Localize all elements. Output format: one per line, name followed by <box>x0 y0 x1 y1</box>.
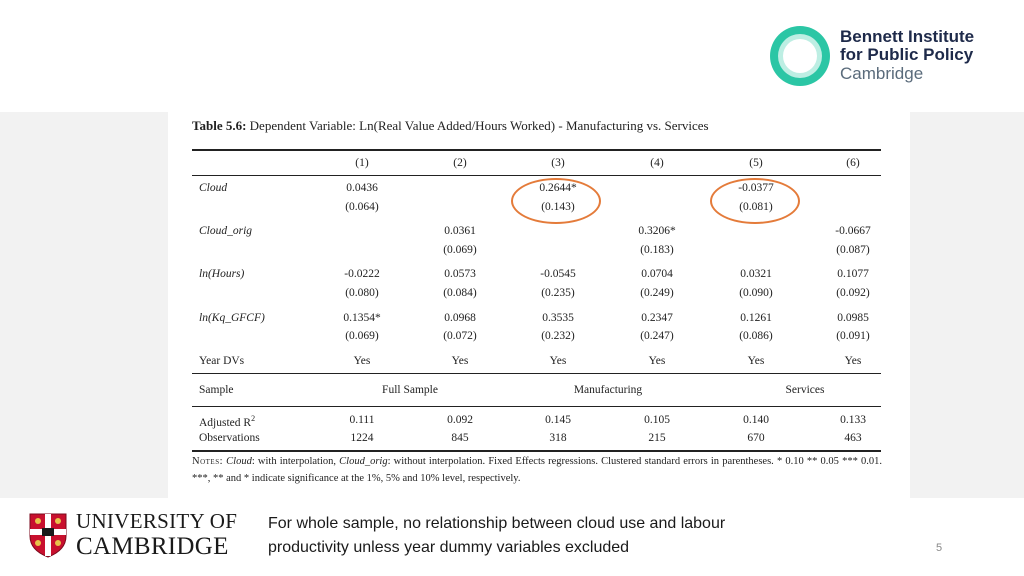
table-cell: (0.072) <box>443 330 477 342</box>
table-cell: -0.0545 <box>540 268 576 280</box>
page-number: 5 <box>936 542 943 554</box>
table-cell: 0.0704 <box>641 268 673 280</box>
bennett-institute-logo <box>768 24 998 90</box>
top-rule <box>192 149 881 151</box>
column-header: (3) <box>551 157 565 169</box>
notes-cloud-orig-term: Cloud_orig <box>339 456 388 467</box>
table-notes <box>192 453 882 487</box>
table-cell: (0.183) <box>640 244 674 256</box>
row-label-adj-r2 <box>199 414 255 429</box>
adj-r2-text: Adjusted R <box>199 416 252 429</box>
table-cell: 0.111 <box>349 414 375 426</box>
university-of-cambridge-logo <box>28 510 244 560</box>
table-cell: 0.2644* <box>539 182 577 194</box>
bennett-name-line2: for Public Policy <box>840 45 974 64</box>
table-cell: 0.140 <box>743 414 769 426</box>
column-header: (1) <box>355 157 369 169</box>
table-cell: (0.069) <box>443 244 477 256</box>
table-cell: (0.090) <box>739 287 773 299</box>
table-cell: 0.0985 <box>837 312 869 324</box>
table-cell: -0.0222 <box>344 268 380 280</box>
table-cell: (0.084) <box>443 287 477 299</box>
yeardv-rule <box>192 373 881 374</box>
table-cell: -0.0377 <box>738 182 774 194</box>
column-header: (6) <box>846 157 860 169</box>
highlight-oval-col3 <box>511 178 601 224</box>
table-cell: (0.249) <box>640 287 674 299</box>
caption-text: Dependent Variable: Ln(Real Value Added/Hours Worked) - Manufacturing vs. Services <box>249 118 709 133</box>
bennett-name-line3: Cambridge <box>840 64 924 83</box>
table-cell: 0.0436 <box>346 182 378 194</box>
row-label-cloud: Cloud <box>199 182 228 194</box>
cambridge-line2: CAMBRIDGE <box>76 533 229 560</box>
notes-cloud-desc: : with interpolation, <box>251 456 336 467</box>
table-cell: 1224 <box>350 432 374 444</box>
cambridge-line1: UNIVERSITY OF <box>76 509 238 533</box>
sample-rule <box>192 406 881 407</box>
notes-cloud-orig-desc: : without interpolation. Fixed Effects regressions. Clustered standard errors in parentheses. * 0.10 ** 0.05 *** 0.01. ***, ** and * indicate significance at the 1%, 5% and 10% level, respectively. <box>192 456 882 484</box>
sample-group: Full Sample <box>382 384 438 396</box>
adj-r2-sup: 2 <box>251 414 256 423</box>
table-cell: 845 <box>451 432 469 444</box>
row-label-ln-hours: ln(Hours) <box>199 268 245 280</box>
table-cell: 0.133 <box>840 414 866 426</box>
table-cell: 0.0361 <box>444 225 476 237</box>
table-cell: 0.145 <box>545 414 571 426</box>
row-label-sample: Sample <box>199 384 234 396</box>
caption-label: Table 5.6: <box>192 118 247 133</box>
sample-group: Services <box>785 384 825 396</box>
bennett-name-line1: Bennett Institute <box>840 27 975 46</box>
table-cell: Yes <box>353 355 371 367</box>
table-cell: (0.143) <box>541 201 575 213</box>
table-cell: 0.0321 <box>740 268 772 280</box>
table-cell: Yes <box>844 355 862 367</box>
row-label-observations: Observations <box>199 432 260 444</box>
table-cell: (0.080) <box>345 287 379 299</box>
row-label-cloud-orig: Cloud_orig <box>199 225 253 237</box>
table-cell: 0.105 <box>644 414 670 426</box>
slide-summary-text <box>268 512 725 560</box>
summary-line2: productivity unless year dummy variables excluded <box>268 539 630 556</box>
table-cell: 670 <box>747 432 765 444</box>
table-cell: 0.1077 <box>837 268 869 280</box>
column-header: (2) <box>453 157 467 169</box>
row-label-year-dvs: Year DVs <box>199 355 245 367</box>
table-cell: 318 <box>549 432 567 444</box>
table-cell: (0.086) <box>739 330 773 342</box>
row-label-ln-kq-gfcf: ln(Kq_GFCF) <box>199 312 265 324</box>
table-cell: (0.081) <box>739 201 773 213</box>
table-cell: (0.232) <box>541 330 575 342</box>
table-cell: 0.1261 <box>740 312 772 324</box>
table-cell: 0.0573 <box>444 268 476 280</box>
table-cell: Yes <box>451 355 469 367</box>
column-header: (4) <box>650 157 664 169</box>
sample-group: Manufacturing <box>573 384 643 396</box>
cambridge-shield-icon <box>28 512 68 558</box>
table-cell: Yes <box>648 355 666 367</box>
table-cell: (0.087) <box>836 244 870 256</box>
table-cell: 0.3535 <box>542 312 574 324</box>
table-cell: 0.3206* <box>638 225 676 237</box>
table-cell: -0.0667 <box>835 225 871 237</box>
table-cell: 463 <box>844 432 862 444</box>
highlight-oval-col5 <box>710 178 800 224</box>
table-cell: Yes <box>747 355 765 367</box>
table-cell: (0.247) <box>640 330 674 342</box>
summary-line1: For whole sample, no relationship between cloud use and labour <box>268 515 726 532</box>
bottom-rule <box>192 450 881 452</box>
table-cell: (0.092) <box>836 287 870 299</box>
header-rule <box>192 175 881 176</box>
table-cell: 0.092 <box>447 414 473 426</box>
table-cell: (0.091) <box>836 330 870 342</box>
notes-heading: Notes: <box>192 456 223 467</box>
table-cell: (0.069) <box>345 330 379 342</box>
table-cell: 0.1354* <box>343 312 381 324</box>
table-cell: 215 <box>648 432 666 444</box>
notes-cloud-term: Cloud <box>226 456 252 467</box>
table-caption <box>192 118 709 134</box>
table-cell: (0.064) <box>345 201 379 213</box>
table-cell: Yes <box>549 355 567 367</box>
column-header: (5) <box>749 157 763 169</box>
table-cell: (0.235) <box>541 287 575 299</box>
table-cell: 0.2347 <box>641 312 673 324</box>
bennett-ring-icon <box>768 24 832 88</box>
table-cell: 0.0968 <box>444 312 476 324</box>
